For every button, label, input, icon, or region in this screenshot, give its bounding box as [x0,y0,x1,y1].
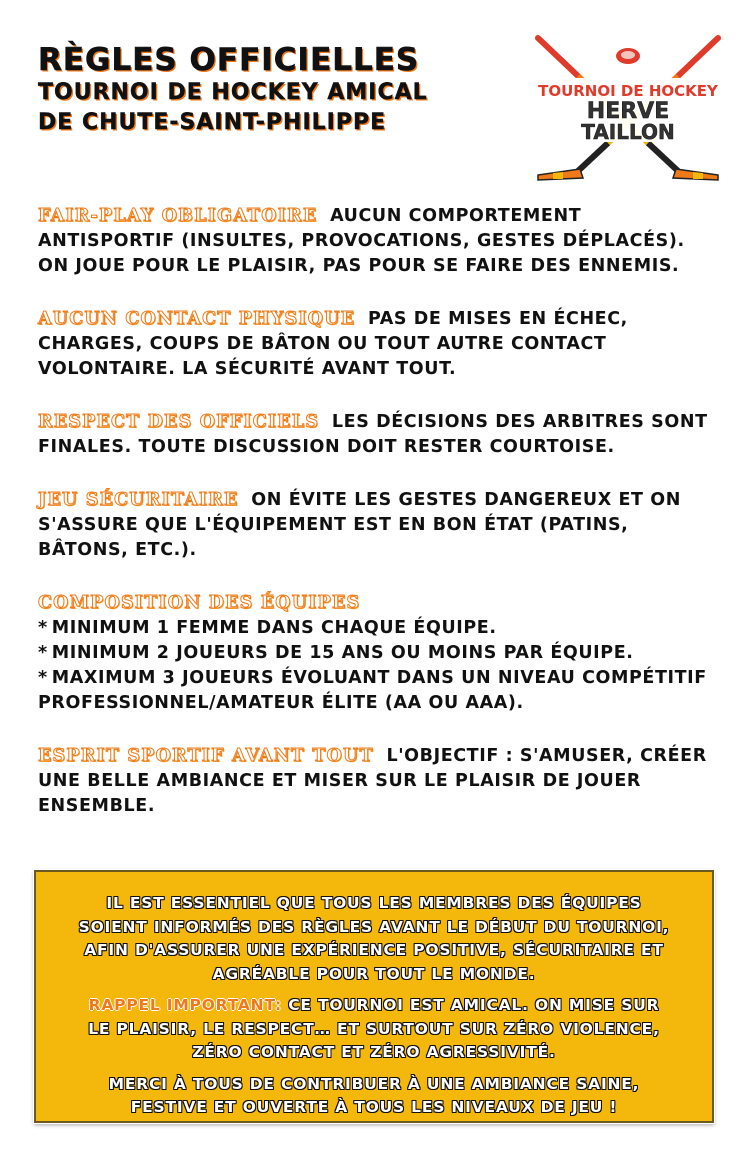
rules-list [38,204,718,847]
rule-title: ESPRIT SPORTIF AVANT TOUT [38,746,374,766]
rule-title: FAIR-PLAY OBLIGATOIRE [38,206,318,226]
list-item [38,641,718,666]
logo-line3: TAILLON [581,120,675,144]
notice-box [34,870,714,1123]
rule-text: LES DÉCISIONS DES ARBITRES SONT FINALES. TOUTE DISCUSSION DOIT RESTER COURTOISE. [38,412,708,457]
rule-title: COMPOSITION DES ÉQUIPES [38,593,361,613]
logo-line2: HERVE [586,99,670,124]
logo-line1: TOURNOI DE HOCKEY [538,82,718,100]
bullet-star-icon: * [38,643,48,663]
rule-text: PAS DE MISES EN ÉCHEC, CHARGES, COUPS DE BÂTON OU TOUT AUTRE CONTACT VOLONTAIRE. LA SÉCURITÉ AVANT TOUT. [38,309,628,379]
tournament-logo [528,28,728,188]
rule-title: AUCUN CONTACT PHYSIQUE [38,309,356,329]
rule-title: JEU SÉCURITAIRE [38,490,239,510]
rule-text: L'OBJECTIF : S'AMUSER, CRÉER UNE BELLE AMBIANCE ET MISER SUR LE PLAISIR DE JOUER ENSEMBLE. [38,746,707,816]
rule-text: AUCUN COMPORTEMENT ANTISPORTIF (INSULTES, PROVOCATIONS, GESTES DÉPLACÉS). ON JOUE POUR LE PLAISIR, PAS POUR SE FAIRE DES ENNEMIS. [38,206,685,276]
list-item-text: MAXIMUM 3 JOUEURS ÉVOLUANT DANS UN NIVEAU COMPÉTITIF PROFESSIONNEL/AMATEUR ÉLITE (AA OU AAA). [38,668,707,713]
rule-text: ON ÉVITE LES GESTES DANGEREUX ET ON S'ASSURE QUE L'ÉQUIPEMENT EST EN BON ÉTAT (PATINS, BÂTONS, ETC.). [38,490,681,560]
list-item-text: MINIMUM 2 JOUEURS DE 15 ANS OU MOINS PAR ÉQUIPE. [51,643,634,663]
list-item [38,666,718,716]
rule-safe-play [38,488,718,563]
page-subtitle-line1: TOURNOI DE HOCKEY AMICAL [38,80,428,105]
page-subtitle-line2: DE CHUTE-SAINT-PHILIPPE [38,110,387,135]
page-title: RÈGLES OFFICIELLES [38,42,420,78]
rule-sportsmanship [38,744,718,819]
notice-reminder [78,994,670,1065]
rule-fair-play [38,204,718,279]
reminder-label: RAPPEL IMPORTANT: [88,996,282,1014]
bullet-star-icon: * [38,618,48,638]
list-item [38,616,718,641]
notice-thanks: MERCI À TOUS DE CONTRIBUER À UNE AMBIANCE SAINE, FESTIVE ET OUVERTE À TOUS LES NIVEAUX DE JEU ! [108,1074,640,1116]
rule-respect-officials [38,410,718,460]
rule-title: RESPECT DES OFFICIELS [38,412,320,432]
reminder-text: CE TOURNOI EST AMICAL. ON MISE SUR LE PLAISIR, LE RESPECT… ET SURTOUT SUR ZÉRO VIOLENCE, ZÉRO CONTACT ET ZÉRO AGRESSIVITÉ. [88,996,660,1061]
page-header [38,42,508,138]
bullet-star-icon: * [38,668,48,688]
notice-paragraph: IL EST ESSENTIEL QUE TOUS LES MEMBRES DES ÉQUIPES SOIENT INFORMÉS DES RÈGLES AVANT LE DÉBUT DU TOURNOI, AFIN D'ASSURER UNE EXPÉRIENCE POSITIVE, SÉCURITAIRE ET AGRÉABLE POUR TOUT LE MONDE. [78,894,670,983]
rule-team-composition [38,591,718,716]
rule-no-contact [38,307,718,382]
list-item-text: MINIMUM 1 FEMME DANS CHAQUE ÉQUIPE. [51,618,497,638]
hockey-sticks-icon [528,28,728,188]
